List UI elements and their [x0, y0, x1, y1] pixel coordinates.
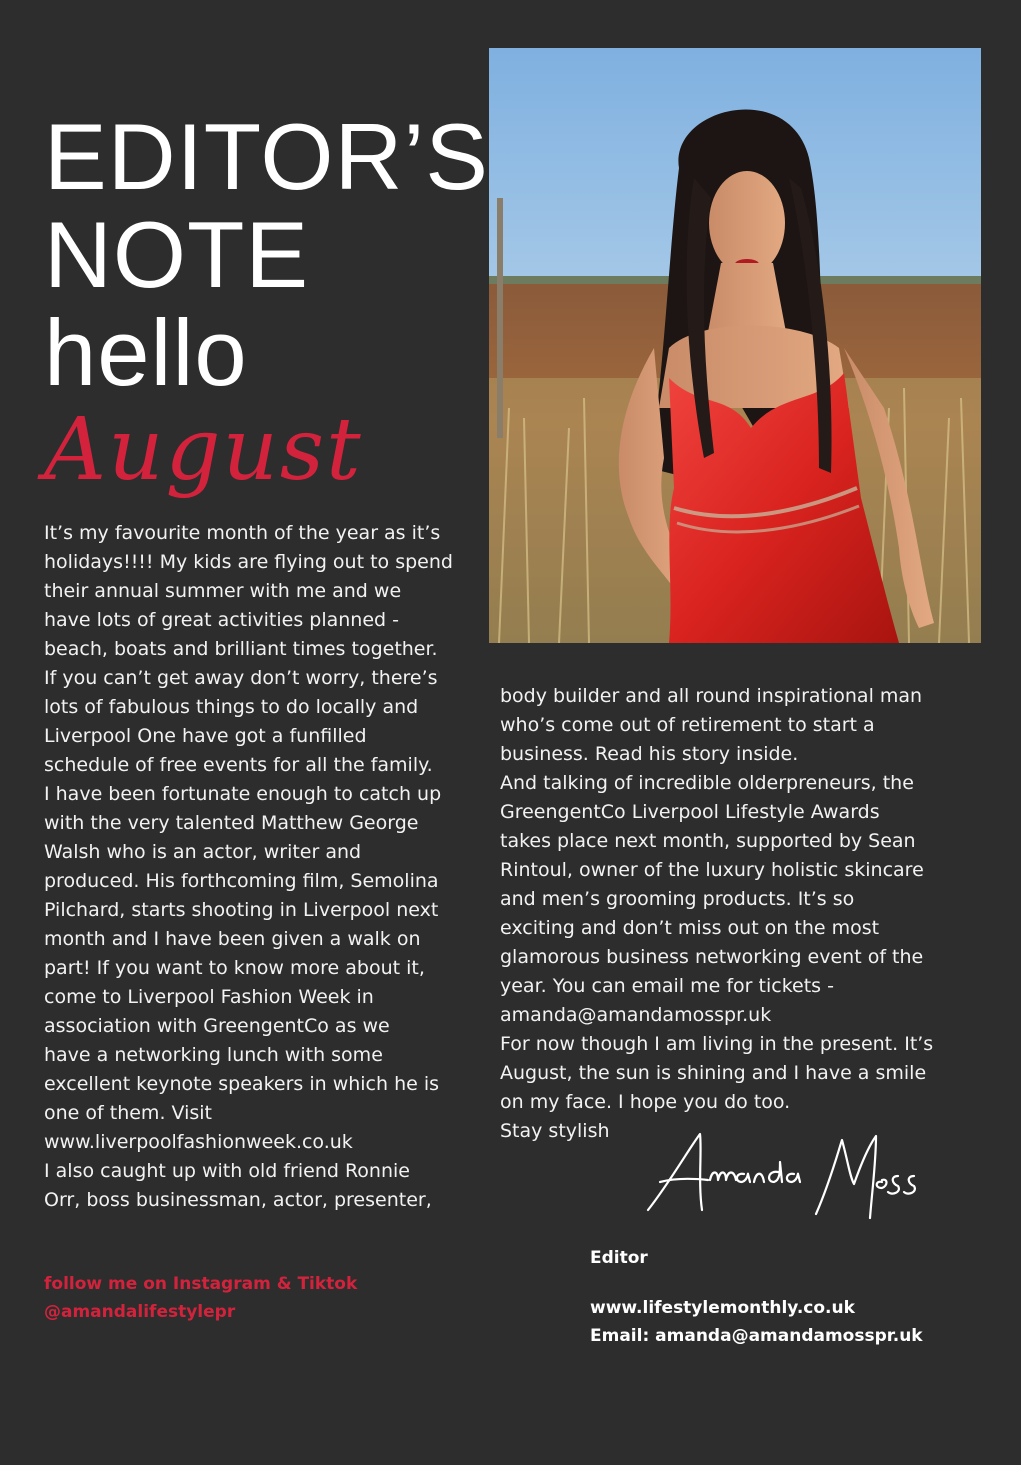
editor-letter-right-column — [500, 682, 972, 1146]
website-link[interactable]: www.lifestylemonthly.co.uk — [590, 1298, 855, 1318]
editor-contact-block — [590, 1244, 990, 1350]
portrait-photo-icon — [489, 48, 981, 643]
editors-note-headline — [44, 104, 489, 500]
headline-editors: EDITOR’S — [44, 104, 489, 209]
editor-role-label: Editor — [590, 1248, 648, 1268]
social-follow-text: follow me on Instagram & Tiktok — [44, 1274, 358, 1294]
social-handle-link[interactable]: @amandalifestylepr — [44, 1302, 236, 1322]
letter-paragraph-right: body builder and all round inspirational man who’s come out of retirement to start a business. Read his story inside. And talking of incredible olderpreneurs, the GreengentCo Liverpool Lifestyle Awards takes place next month, supported by Sean Rintoul, owner of the luxury holistic skincare and men’s grooming products. It’s so exciting and don’t miss out on the most glamorous business networking event of the year. You can email me for tickets - amanda@amandamosspr.uk For now though I am living in the present. It’s August, the sun is shining and I have a smile on my face. I hope you do too. Stay stylish — [500, 685, 934, 1142]
headline-month: August — [44, 400, 363, 500]
editor-letter-left-column — [44, 519, 494, 1215]
signature-icon — [640, 1122, 930, 1222]
editor-signature — [640, 1122, 930, 1222]
email-link[interactable]: Email: amanda@amandamosspr.uk — [590, 1326, 923, 1346]
letter-paragraph-left: It’s my favourite month of the year as it’s holidays!!!! My kids are flying out to spend their annual summer with me and we have lots of great activities planned - beach, boats and brilliant times together. If you can’t get away don’t worry, there’s lots of fabulous things to do locally and Liverpool One have got a funfilled schedule of free events for all the family. I have been fortunate enough to catch up with the very talented Matthew George Walsh who is an actor, writer and produced. His forthcoming film, Semolina Pilchard, starts shooting in Liverpool next month and I have been given a walk on part! If you want to know more about it, come to Liverpool Fashion Week in association with GreengentCo as we have a networking lunch with some excellent keynote speakers in which he is one of them. Visit www.liverpoolfashionweek.co.uk I also caught up with old friend Ronnie Orr, boss businessman, actor, presenter, — [44, 522, 453, 1211]
headline-note: NOTE — [44, 202, 310, 307]
headline-hello: hello — [44, 300, 248, 405]
social-follow-block — [44, 1270, 464, 1326]
editor-portrait-photo — [489, 48, 981, 643]
